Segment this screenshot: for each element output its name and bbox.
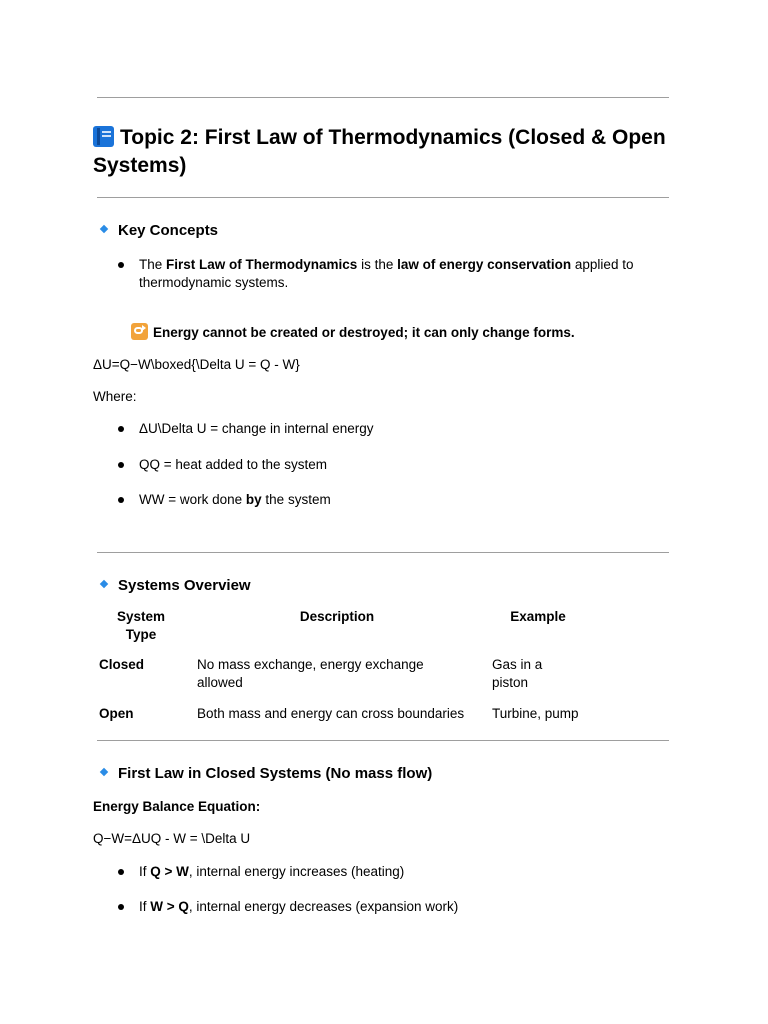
repeat-arrows-icon [131, 323, 148, 340]
horizontal-divider [97, 197, 669, 198]
section-heading-key-concepts: Key Concepts [99, 221, 218, 241]
blue-diamond-icon [100, 580, 108, 588]
blue-diamond-icon [100, 225, 108, 233]
section-heading-closed-systems: First Law in Closed Systems (No mass flow) [99, 764, 432, 784]
document-page: Topic 2: First Law of Thermodynamics (Closed & Open Systems) Key Concepts The First Law of Thermodynamics is the law of energy conservation applied to thermodynamic systems. Energy cannot be created or destroyed; it can only change forms. ΔU=Q−W\boxed{\Delta U = Q - W} Where: ΔU\Delta U = change in internal energy QQ = heat added to the system WW = work done by the system Systems Overview System Type Description Example Closed No mass exchange, energy exchange allowed Gas in a piston Open Both mass and energy can cross boundaries Turbine, pump First Law in Closed Systems (No mass flow) Energy Balance Equation: Q−W=ΔUQ - W = \Delta U If Q > W, internal energy increases (heating) If W > Q, internal energy decreases (expansion work) [0, 0, 768, 1024]
where-label: Where: [93, 389, 137, 404]
section-heading-systems-overview: Systems Overview [99, 576, 251, 596]
table-cell-description: Both mass and energy can cross boundaries [197, 706, 465, 721]
table-header-system-type: System Type [116, 609, 166, 642]
table-cell-example: Turbine, pump [492, 706, 579, 721]
equation-first-law: ΔU=Q−W\boxed{\Delta U = Q - W} [93, 357, 300, 372]
table-cell-example: Gas in a piston [492, 657, 543, 690]
energy-balance-label: Energy Balance Equation: [93, 799, 261, 814]
horizontal-divider [97, 552, 669, 553]
table-header-example: Example [510, 609, 566, 624]
table-cell-type: Open [99, 706, 134, 721]
table-cell-description: No mass exchange, energy exchange allowed [197, 657, 424, 690]
horizontal-divider [97, 740, 669, 741]
table-cell-type: Closed [99, 657, 145, 672]
page-title-text: Topic 2: First Law of Thermodynamics (Closed & Open Systems) [93, 126, 666, 177]
table-header-description: Description [299, 609, 375, 624]
page-title [93, 124, 673, 180]
callout-energy-conservation: Energy cannot be created or destroyed; it can only change forms. [131, 323, 575, 342]
systems-table [93, 608, 673, 728]
blue-diamond-icon [100, 768, 108, 776]
equation-energy-balance: Q−W=ΔUQ - W = \Delta U [93, 831, 251, 846]
blue-book-icon [93, 126, 114, 147]
horizontal-divider [97, 97, 669, 98]
